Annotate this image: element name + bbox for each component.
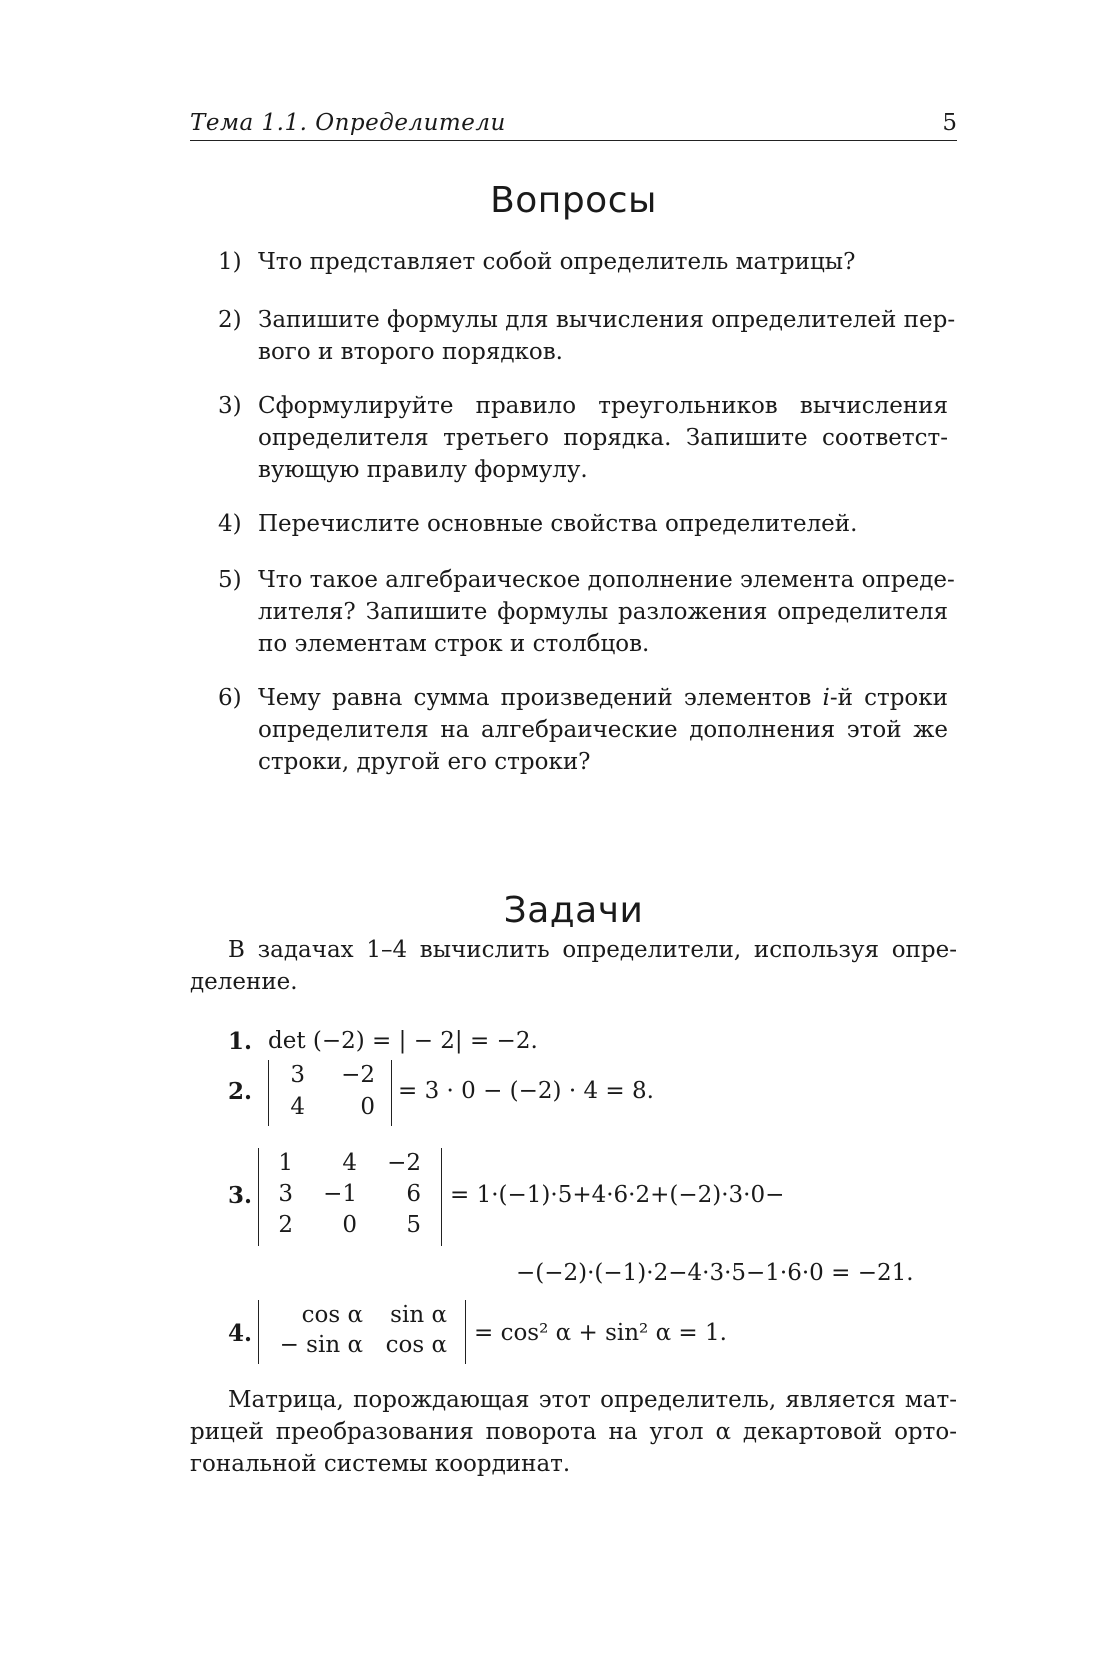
question-line: определителя третьего порядка. Запишите соответст-	[258, 425, 948, 451]
question-line: Что представляет собой определитель матрицы?	[258, 249, 856, 275]
running-head	[190, 106, 957, 141]
question-line	[258, 682, 948, 714]
question-line: Запишите формулы для вычисления определителей пер-	[258, 307, 956, 333]
closing-line: гональной системы координат.	[190, 1451, 571, 1477]
question-number: 5)	[218, 567, 242, 593]
closing-paragraph	[190, 1384, 957, 1480]
task2-determinant	[268, 1060, 392, 1126]
question-line: строки, другой его строки?	[258, 749, 591, 775]
task3-result-line1: = 1·(−1)·5+4·6·2+(−2)·3·0−	[450, 1182, 785, 1208]
matrix-cell: 1	[278, 1150, 293, 1176]
question-number: 1)	[218, 249, 242, 275]
matrix-cell: 6	[406, 1181, 421, 1207]
questions-heading: Вопросы	[490, 180, 657, 221]
task3-result-line2: −(−2)·(−1)·2−4·3·5−1·6·0 = −21.	[516, 1260, 914, 1286]
question-line: вующую правилу формулу.	[258, 457, 588, 483]
question-line-part: Чему равна сумма произведений элементов	[258, 685, 823, 711]
question-line: Сформулируйте правило треугольников вычисления	[258, 393, 948, 419]
matrix-cell: − sin α	[279, 1332, 363, 1358]
matrix-cell: 4	[342, 1150, 357, 1176]
question-number: 4)	[218, 511, 242, 537]
task3-determinant	[258, 1148, 442, 1246]
question-line: Перечислите основные свойства определителей.	[258, 511, 858, 537]
task4-result: = cos² α + sin² α = 1.	[474, 1320, 727, 1346]
matrix-cell: −2	[341, 1062, 375, 1088]
matrix-cell: −1	[323, 1181, 357, 1207]
task-number: 4.	[228, 1320, 253, 1347]
matrix-cell: sin α	[390, 1302, 447, 1328]
matrix-cell: 4	[290, 1094, 305, 1120]
task-number: 1.	[228, 1028, 253, 1055]
running-title: Тема 1.1. Определители	[190, 110, 506, 136]
question-line-part: -й строки	[829, 685, 948, 711]
question-text	[258, 682, 948, 778]
page-number: 5	[942, 110, 957, 136]
question-line: вого и второго порядков.	[258, 339, 563, 365]
matrix-cell: 3	[290, 1062, 305, 1088]
matrix-cell: 0	[342, 1212, 357, 1238]
question-text	[258, 304, 956, 368]
task2-result: = 3 · 0 − (−2) · 4 = 8.	[398, 1078, 654, 1104]
matrix-cell: 3	[278, 1181, 293, 1207]
question-line: Что такое алгебраическое дополнение элемента опреде-	[258, 567, 955, 593]
task1-formula: det (−2) = | − 2| = −2.	[268, 1028, 538, 1054]
question-number: 2)	[218, 307, 242, 333]
question-text	[258, 508, 948, 540]
task-number: 2.	[228, 1078, 253, 1105]
question-line: определителя на алгебраические дополнения этой же	[258, 717, 948, 743]
question-text	[258, 246, 948, 278]
matrix-cell: 2	[278, 1212, 293, 1238]
question-text	[258, 564, 955, 660]
tasks-intro	[190, 934, 957, 998]
closing-line: рицей преобразования поворота на угол α декартовой орто-	[190, 1419, 957, 1445]
italic-variable: i	[822, 685, 830, 711]
matrix-cell: 5	[406, 1212, 421, 1238]
task-number: 3.	[228, 1182, 253, 1209]
question-line: лителя? Запишите формулы разложения определителя	[258, 599, 948, 625]
matrix-cell: 0	[360, 1094, 375, 1120]
matrix-cell: −2	[387, 1150, 421, 1176]
intro-line: В задачах 1–4 вычислить определители, используя опре-	[228, 937, 957, 963]
matrix-cell: cos α	[385, 1332, 447, 1358]
task4-determinant	[258, 1300, 466, 1364]
question-number: 6)	[218, 685, 242, 711]
tasks-heading: Задачи	[503, 890, 644, 931]
question-text	[258, 390, 948, 486]
question-line: по элементам строк и столбцов.	[258, 631, 650, 657]
matrix-cell: cos α	[301, 1302, 363, 1328]
question-number: 3)	[218, 393, 242, 419]
closing-line: Матрица, порождающая этот определитель, является мат-	[228, 1387, 957, 1413]
intro-line: деление.	[190, 969, 298, 995]
